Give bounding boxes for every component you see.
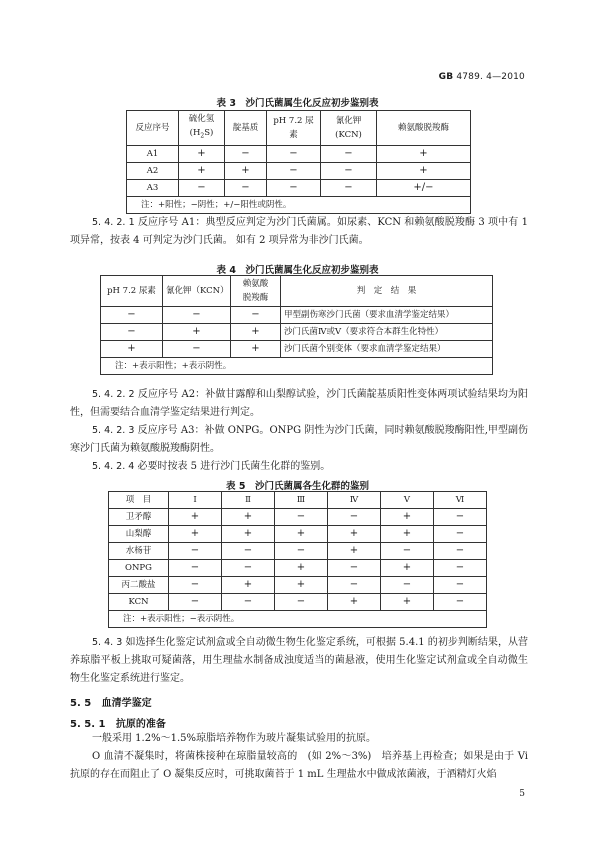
table-cell: +: [231, 341, 281, 358]
paragraph-antigen-2: O 血清不凝集时，将菌株接种在琼脂量较高的 (如 2%～3%) 培养基上再检查；如果是由于 Vi 抗原的存在而阻止了 O 凝集反应时，可挑取菌苔于 1 mL 生理盐水中做成浓菌液，于酒精灯火焰: [70, 751, 528, 780]
table-cell: +: [328, 526, 381, 543]
table-cell: −: [434, 577, 487, 594]
section-title: 血清学鉴定: [101, 698, 152, 709]
table3-header-row: [127, 111, 471, 146]
table4-header: 赖氨酸 脱羧酶: [231, 276, 281, 307]
table5-caption: 表 5 沙门氏菌属各生化群的鉴别: [226, 481, 369, 492]
table-cell: +: [163, 324, 231, 341]
table3-note: 注：+阳性；−阴性；+/−阳性或阴性。: [127, 196, 471, 213]
table-cell: −: [434, 560, 487, 577]
table-cell: −: [275, 509, 328, 526]
table-note-row: [101, 358, 493, 375]
table3: [126, 110, 471, 214]
table-cell: +/−: [377, 179, 471, 196]
table-row: [101, 324, 493, 341]
table-row: [109, 594, 487, 611]
table-row: [101, 307, 493, 324]
table-row: [127, 162, 471, 179]
table-cell: −: [222, 560, 275, 577]
table4-header-row: [101, 276, 493, 307]
section-number: 5. 4. 2. 4: [92, 461, 135, 472]
table-cell: −: [222, 594, 275, 611]
table5: [108, 491, 487, 628]
table-cell: A2: [127, 162, 179, 179]
table-cell: −: [163, 341, 231, 358]
table-row: [109, 577, 487, 594]
table-cell: −: [434, 509, 487, 526]
table-cell: +: [275, 560, 328, 577]
table4-note: 注：+表示阳性；+表示阴性。: [101, 358, 493, 375]
page-header: [439, 72, 525, 82]
paragraph-text: 反应序号 A1：典型反应判定为沙门氏菌属。如尿素、KCN 和赖氨酸脱羧酶 3 项中有 1 项异常，按表 4 可判定为沙门氏菌。 如有 2 项异常为非沙门氏菌。: [70, 217, 528, 246]
table-cell: +: [169, 509, 222, 526]
table-row: [127, 145, 471, 162]
table3-caption: 表 3 沙门氏菌属生化反应初步鉴别表: [216, 98, 379, 109]
table-cell: −: [328, 509, 381, 526]
table-row: [109, 509, 487, 526]
table4: [100, 275, 493, 375]
table-cell: 卫矛醇: [109, 509, 169, 526]
table-cell: −: [275, 543, 328, 560]
table-cell: +: [222, 509, 275, 526]
paragraph-text: 反应序号 A3：补做 ONPG。ONPG 阴性为沙门氏菌，同时赖氨酸脱羧酶阳性,甲型副伤寒沙门氏菌为赖氨酸脱羧酶阴性。: [70, 425, 528, 454]
table4-header: 判 定 结 果: [281, 276, 493, 307]
table-row: [109, 543, 487, 560]
table5-header: Ⅰ: [169, 492, 222, 509]
table-row: [101, 341, 493, 358]
section-number: 5. 5. 1: [70, 719, 106, 730]
table-cell: +: [101, 341, 163, 358]
table3-header: 赖氨酸脱羧酶: [377, 111, 471, 146]
table-cell: +: [328, 594, 381, 611]
table-cell: −: [434, 526, 487, 543]
table-cell: −: [275, 594, 328, 611]
table-cell: KCN: [109, 594, 169, 611]
table-cell: −: [381, 543, 434, 560]
paragraph-5-4-2-2: [70, 386, 528, 422]
table3-header: 氰化钾 (KCN): [321, 111, 377, 146]
table-cell: −: [179, 179, 225, 196]
table3-header: 靛基质: [225, 111, 267, 146]
table-cell: A3: [127, 179, 179, 196]
paragraph-5-4-2-1: [70, 214, 528, 250]
table-row: [109, 526, 487, 543]
table-cell: 沙门氏菌Ⅳ或Ⅴ（要求符合本群生化特性）: [281, 324, 493, 341]
table-cell: −: [267, 145, 321, 162]
table-note-row: [109, 611, 487, 628]
section-number: 5. 4. 3: [92, 637, 123, 648]
table5-header: 项 目: [109, 492, 169, 509]
table-cell: +: [179, 162, 225, 179]
table5-note: 注：+表示阳性；−表示阴性。: [109, 611, 487, 628]
table-cell: +: [169, 526, 222, 543]
table-cell: +: [381, 509, 434, 526]
table-cell: −: [321, 179, 377, 196]
paragraph-text: 如选择生化鉴定试剂盒或全自动微生物生化鉴定系统，可根据 5.4.1 的初步判断结果，从营养琼脂平板上挑取可疑菌落，用生理盐水制备成浊度适当的菌悬液，使用生化鉴定试剂盒或全自动微生物生化鉴定系统进行鉴定。: [70, 637, 528, 684]
table-cell: −: [169, 577, 222, 594]
standard-code: GB: [438, 72, 454, 82]
table-cell: −: [225, 145, 267, 162]
table-cell: −: [169, 594, 222, 611]
table5-header: Ⅲ: [275, 492, 328, 509]
table-cell: −: [231, 307, 281, 324]
table3-header: 硫化氢 $(H_2S)$: [179, 111, 225, 146]
table-cell: −: [267, 179, 321, 196]
table-cell: −: [321, 162, 377, 179]
page-number: 5: [519, 789, 525, 799]
table-cell: +: [275, 526, 328, 543]
table-row: [109, 560, 487, 577]
table-cell: +: [381, 560, 434, 577]
paragraph-text: 必要时按表 5 进行沙门氏菌生化群的鉴别。: [137, 461, 331, 472]
table5-header: Ⅱ: [222, 492, 275, 509]
table-cell: −: [267, 162, 321, 179]
section-number: 5. 4. 2. 1: [92, 217, 135, 228]
table-cell: 水杨苷: [109, 543, 169, 560]
table-cell: −: [222, 543, 275, 560]
table-cell: −: [169, 543, 222, 560]
table-cell: +: [222, 526, 275, 543]
table-cell: +: [231, 324, 281, 341]
table-cell: A1: [127, 145, 179, 162]
table3-header: pH 7.2 尿素: [267, 111, 321, 146]
table5-header: Ⅳ: [328, 492, 381, 509]
table-cell: −: [321, 145, 377, 162]
table-cell: −: [101, 307, 163, 324]
section-number: 5. 4. 2. 2: [92, 389, 135, 400]
table-cell: −: [225, 179, 267, 196]
table-cell: 山梨醇: [109, 526, 169, 543]
table-cell: −: [381, 577, 434, 594]
table-cell: +: [275, 577, 328, 594]
table3-header: 反应序号: [127, 111, 179, 146]
table-cell: +: [377, 145, 471, 162]
standard-number: 4789. 4—2010: [456, 72, 525, 82]
table5-header: Ⅵ: [434, 492, 487, 509]
table5-header-row: [109, 492, 487, 509]
table-note-row: [127, 196, 471, 213]
table-cell: −: [101, 324, 163, 341]
table-cell: 甲型副伤寒沙门氏菌（要求血清学鉴定结果）: [281, 307, 493, 324]
table-cell: +: [328, 543, 381, 560]
table-row: [127, 179, 471, 196]
table-cell: +: [222, 577, 275, 594]
section-title: 抗原的准备: [115, 719, 166, 730]
paragraph-text: 反应序号 A2：补做甘露醇和山梨醇试验，沙门氏菌靛基质阳性变体两项试验结果均为阳性，但需要结合血清学鉴定结果进行判定。: [70, 389, 529, 418]
table-cell: +: [381, 526, 434, 543]
table-cell: ONPG: [109, 560, 169, 577]
section-heading-5-5: [70, 694, 152, 709]
table-cell: +: [381, 594, 434, 611]
section-number: 5. 4. 2. 3: [92, 425, 135, 436]
section-heading-5-5-1: [70, 715, 166, 730]
paragraph-5-4-2-3: [70, 422, 528, 458]
table-cell: −: [169, 560, 222, 577]
table-cell: −: [434, 543, 487, 560]
table-cell: −: [434, 594, 487, 611]
paragraph-5-4-2-4: [70, 458, 528, 476]
table4-caption: 表 4 沙门氏菌属生化反应初步鉴别表: [216, 265, 379, 276]
table5-header: Ⅴ: [381, 492, 434, 509]
table-cell: −: [328, 560, 381, 577]
paragraph-antigen-1: 一般采用 1.2%～1.5%琼脂培养物作为玻片凝集试验用的抗原。: [92, 733, 376, 744]
table-cell: +: [225, 162, 267, 179]
table-cell: 沙门氏菌个别变体（要求血清学鉴定结果）: [281, 341, 493, 358]
table-cell: −: [328, 577, 381, 594]
table-cell: +: [377, 162, 471, 179]
section-number: 5. 5: [70, 698, 92, 709]
table-cell: +: [179, 145, 225, 162]
table4-header: 氰化钾（KCN）: [163, 276, 231, 307]
paragraph-5-4-3: [70, 634, 528, 688]
table-cell: −: [163, 307, 231, 324]
table4-header: pH 7.2 尿素: [101, 276, 163, 307]
table-cell: 丙二酸盐: [109, 577, 169, 594]
